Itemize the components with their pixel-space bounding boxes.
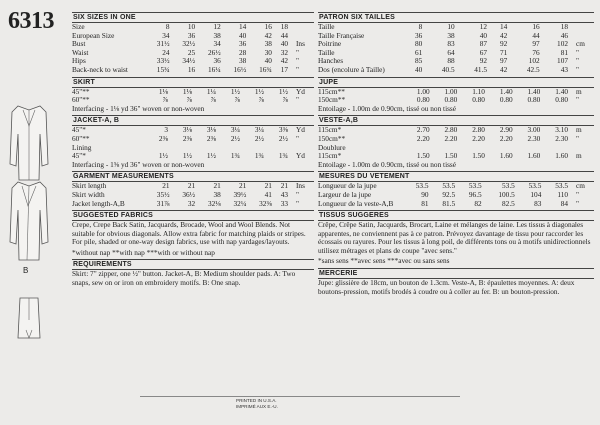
jacket-a-sketch xyxy=(6,104,52,184)
table-cell: 16 xyxy=(264,22,272,31)
table-cell: 1½ xyxy=(254,86,264,96)
table-cell: 1¼ xyxy=(206,86,216,96)
row-label: Back-neck to waist xyxy=(72,64,128,74)
table-cell: 21 xyxy=(239,181,247,191)
table-row xyxy=(72,66,314,75)
row-label: Taille Française xyxy=(318,30,365,40)
printed-in-usa: PRINTED IN U.S.A. xyxy=(236,398,277,403)
table-cell: 0.80 xyxy=(416,95,430,105)
table-cell: 53.5 xyxy=(528,181,542,191)
table-cell: 12 xyxy=(213,22,221,31)
table-row xyxy=(318,49,594,58)
section-header-sizes: SIX SIZES IN ONE xyxy=(72,12,314,23)
table-cell: 34 xyxy=(213,39,221,49)
unit-cell: m xyxy=(576,125,582,135)
table-cell: 31⅞ xyxy=(156,198,170,208)
table-cell: 14 xyxy=(500,22,508,31)
unit-cell: " xyxy=(296,95,299,105)
table-row xyxy=(318,32,594,41)
table-cell: 53.5 xyxy=(555,181,568,191)
table-cell: ⅞ xyxy=(210,95,216,105)
section-header-jacket: JACKET-A, B xyxy=(72,115,314,126)
table-cell: 40 xyxy=(239,30,247,40)
table-cell: 1¾ xyxy=(254,151,264,161)
table-cell: 2⅜ xyxy=(182,133,192,143)
table-cell: 53.5 xyxy=(468,181,482,191)
table-cell: 43 xyxy=(560,64,568,74)
table-row xyxy=(318,40,594,49)
table-cell: 40.5 xyxy=(441,64,455,74)
table-cell: 0.80 xyxy=(472,95,485,105)
table-cell: 1½ xyxy=(278,86,288,96)
tailles-table xyxy=(318,23,594,75)
table-cell: 40 xyxy=(264,56,272,66)
unit-cell: Ins xyxy=(296,181,305,191)
section-header-mesures: MESURES DU VETEMENT xyxy=(318,171,594,182)
table-cell: 1½ xyxy=(182,151,192,161)
table-cell: 53.5 xyxy=(442,181,456,191)
section-header-skirt: SKIRT xyxy=(72,77,314,88)
table-cell: 84 xyxy=(560,198,568,208)
table-cell: 36 xyxy=(415,30,423,40)
table-cell: 3.00 xyxy=(527,125,541,135)
table-cell: 16 xyxy=(532,22,540,31)
table-cell: 2.20 xyxy=(444,133,458,143)
unit-cell: " xyxy=(576,95,579,105)
table-cell: 1.00 xyxy=(416,86,430,96)
section-header-garment: GARMENT MEASUREMENTS xyxy=(72,171,314,182)
table-row xyxy=(318,66,594,75)
row-label: Hanches xyxy=(318,56,344,66)
table-cell: 25 xyxy=(187,47,196,57)
veste-entoilage-note: Entoilage - 1.00m de 0.90cm, tissé ou non tissé xyxy=(318,159,457,169)
table-cell: 1½ xyxy=(158,151,168,161)
row-label: 150cm** xyxy=(318,133,346,143)
skirt-yardage-table xyxy=(72,88,314,105)
row-label: 60"** xyxy=(72,133,90,143)
french-column xyxy=(318,10,594,296)
table-cell: 1.60 xyxy=(555,151,568,161)
mercerie-text: Jupe: glissière de 18cm, un bouton de 1.3cm. Veste-A, B: épaulettes moyennes. A: deux boutons-pression, motifs brodés à coudre ou à coller au fer. B: un bouton-pression. xyxy=(318,278,575,296)
garment-measurements-table xyxy=(72,182,314,208)
table-cell: 71 xyxy=(500,47,508,57)
table-cell: 2½ xyxy=(230,133,240,143)
table-cell: 39½ xyxy=(233,189,247,199)
table-cell: 46 xyxy=(560,30,568,40)
table-cell: 42 xyxy=(500,64,508,74)
table-cell: 85 xyxy=(415,56,423,66)
table-cell: 36 xyxy=(239,39,247,49)
table-cell: 38 xyxy=(264,39,272,49)
table-cell: 16½ xyxy=(233,64,247,74)
table-cell: 21 xyxy=(213,181,221,191)
fabrics-text: Crepe, Crepe Back Satin, Jacquards, Brocade, Wool and Wool Blends. Not suitable for obvious diagonals. Allow extra fabric for matching plaids or stripes. For pile, shaded or one-way design fabrics, use with nap yardages/layouts. xyxy=(72,220,306,247)
table-cell: 14 xyxy=(239,22,247,31)
table-cell: 0.80 xyxy=(555,95,568,105)
jupe-metrage-table xyxy=(318,88,594,105)
table-cell: 2.20 xyxy=(499,133,513,143)
row-label: 115cm* xyxy=(318,151,342,161)
skirt-sketch xyxy=(6,296,52,340)
sizes-table xyxy=(72,23,314,75)
footer-divider xyxy=(140,396,460,397)
table-cell: 1.50 xyxy=(472,151,485,161)
section-header-requirements: REQUIREMENTS xyxy=(72,259,314,270)
table-cell: 1⅛ xyxy=(158,86,168,96)
row-label: Taille xyxy=(318,47,335,57)
table-cell: 92 xyxy=(500,39,508,49)
table-cell: 1⅛ xyxy=(182,86,192,96)
table-cell: 35½ xyxy=(156,189,170,199)
section-header-tissus: TISSUS SUGGERES xyxy=(318,210,594,221)
table-cell: 102 xyxy=(557,39,568,49)
table-row xyxy=(72,135,314,144)
table-cell: 42 xyxy=(500,30,508,40)
table-cell: 40 xyxy=(479,30,487,40)
table-cell: ⅞ xyxy=(258,95,264,105)
jacket-b-sketch xyxy=(6,180,52,264)
unit-cell: cm xyxy=(576,181,585,191)
table-cell: ⅞ xyxy=(162,95,168,105)
table-cell: 1½ xyxy=(206,151,216,161)
unit-cell: " xyxy=(576,56,579,66)
table-cell: 30 xyxy=(264,47,272,57)
table-cell: 28 xyxy=(239,47,247,57)
table-cell: 3¼ xyxy=(254,125,264,135)
table-cell: 0.80 xyxy=(499,95,513,105)
row-label: Hips xyxy=(72,56,86,66)
row-label: European Size xyxy=(72,30,115,40)
table-cell: 12 xyxy=(479,22,487,31)
table-cell: 2.20 xyxy=(472,133,485,143)
table-cell: 32 xyxy=(280,47,288,57)
table-cell: 104 xyxy=(530,189,542,199)
table-cell: 2½ xyxy=(254,133,264,143)
unit-cell: " xyxy=(576,47,579,57)
table-cell: 38 xyxy=(239,56,247,66)
table-cell: 2⅜ xyxy=(206,133,216,143)
table-cell: 40 xyxy=(415,64,423,74)
table-cell: 2.30 xyxy=(555,133,568,143)
table-cell: 92 xyxy=(479,56,487,66)
row-label: Skirt width xyxy=(72,189,105,199)
table-cell: 3⅛ xyxy=(182,125,192,135)
table-cell: 107 xyxy=(557,56,568,66)
table-cell: 2.90 xyxy=(499,125,513,135)
table-cell: 21 xyxy=(162,181,170,191)
table-cell: 53.5 xyxy=(502,181,515,191)
table-cell: 38 xyxy=(447,30,455,40)
table-cell: 2⅜ xyxy=(158,133,168,143)
table-cell: 1.00 xyxy=(444,86,458,96)
table-cell: 61 xyxy=(415,47,423,57)
table-cell: 2.80 xyxy=(444,125,458,135)
table-cell: 96.5 xyxy=(468,189,482,199)
unit-cell: " xyxy=(296,198,299,208)
table-cell: 3 xyxy=(164,125,168,135)
unit-cell: " xyxy=(296,56,299,66)
table-cell: 3¼ xyxy=(230,125,240,135)
imprime-aux-eu: IMPRIMÉ AUX E.-U. xyxy=(236,403,278,409)
table-cell: 32½ xyxy=(182,39,196,49)
section-header-patron: PATRON SIX TAILLES xyxy=(318,12,594,23)
mesures-table xyxy=(318,182,594,208)
table-cell: 1.40 xyxy=(499,86,513,96)
table-cell: 83 xyxy=(534,198,542,208)
table-cell: 67 xyxy=(479,47,487,57)
unit-cell: " xyxy=(296,189,299,199)
table-cell: 16¾ xyxy=(259,64,272,74)
table-cell: ⅞ xyxy=(282,95,288,105)
table-cell: 97 xyxy=(500,56,508,66)
table-cell: 24 xyxy=(162,47,170,57)
table-cell: 88 xyxy=(447,56,455,66)
table-cell: 18 xyxy=(280,22,288,31)
table-cell: 1.50 xyxy=(416,151,430,161)
row-label: 115cm* xyxy=(318,125,342,135)
row-label: 45"* xyxy=(72,151,86,161)
unit-cell: Ins xyxy=(296,39,305,49)
skirt-interfacing-note: Interfacing - 1⅛ yd 36" woven or non-woven xyxy=(72,103,205,113)
table-cell: 87 xyxy=(479,39,487,49)
section-header-mercerie: MERCERIE xyxy=(318,268,594,279)
section-header-fabrics: SUGGESTED FABRICS xyxy=(72,210,314,221)
veste-metrage-table xyxy=(318,126,594,143)
table-row xyxy=(318,135,594,144)
table-cell: 1.50 xyxy=(444,151,458,161)
row-label: Bust xyxy=(72,39,86,49)
row-label: Poitrine xyxy=(318,39,342,49)
table-row xyxy=(72,126,314,135)
table-cell: 53.5 xyxy=(415,181,429,191)
table-cell: 2.30 xyxy=(527,133,541,143)
unit-cell: Yd xyxy=(296,86,305,96)
table-cell: 33 xyxy=(280,198,288,208)
row-label: 45"** xyxy=(72,86,90,96)
requirements-text: Skirt: 7" zipper, one ½" button. Jacket-A, B: Medium shoulder pads. A: Two snaps, sew on or iron on embroidery motifs. B: One snap. xyxy=(72,269,296,288)
table-cell: ⅞ xyxy=(186,95,192,105)
table-cell: 64 xyxy=(447,47,455,57)
unit-cell: " xyxy=(576,64,579,74)
sketch-b-label: B xyxy=(23,266,29,275)
table-cell: 42 xyxy=(264,30,272,40)
section-header-veste: VESTE-A,B xyxy=(318,115,594,126)
table-cell: 42.5 xyxy=(526,64,540,74)
table-cell: 1.10 xyxy=(472,86,485,96)
unit-cell: " xyxy=(576,198,579,208)
table-cell: 3⅛ xyxy=(206,125,216,135)
table-cell: 1.60 xyxy=(527,151,541,161)
unit-cell: cm xyxy=(576,39,585,49)
table-cell: 40 xyxy=(280,39,288,49)
table-cell: 83 xyxy=(447,39,455,49)
table-cell: 81 xyxy=(560,47,568,57)
table-cell: 2.80 xyxy=(472,125,485,135)
table-cell: 43 xyxy=(280,189,288,199)
row-label: 115cm** xyxy=(318,86,345,96)
table-cell: 36½ xyxy=(182,189,196,199)
table-cell: 32⅛ xyxy=(207,198,221,208)
unit-cell xyxy=(290,23,314,32)
table-cell: 1¾ xyxy=(278,151,288,161)
table-cell: 1½ xyxy=(230,86,240,96)
table-cell: 110 xyxy=(557,189,568,199)
print-origin xyxy=(236,398,278,409)
table-cell: 80 xyxy=(415,39,423,49)
unit-cell: " xyxy=(576,133,579,143)
table-cell: 38 xyxy=(213,189,221,199)
table-cell: 16¼ xyxy=(207,64,221,74)
table-cell: 41.5 xyxy=(474,64,487,74)
row-label: Skirt length xyxy=(72,181,107,191)
table-cell: 26½ xyxy=(207,47,221,57)
table-cell: 2½ xyxy=(278,133,288,143)
table-cell: 44 xyxy=(280,30,288,40)
table-cell: ⅞ xyxy=(234,95,240,105)
table-cell: 8 xyxy=(165,22,170,31)
table-cell: 2.70 xyxy=(416,125,430,135)
table-cell: 90 xyxy=(421,189,429,199)
table-cell: 18 xyxy=(560,22,568,31)
table-cell: 10 xyxy=(447,22,455,31)
table-row xyxy=(318,200,594,209)
row-label: Size xyxy=(72,22,85,31)
table-cell: 76 xyxy=(532,47,540,57)
table-cell: 97 xyxy=(532,39,540,49)
table-cell: 1¾ xyxy=(230,151,240,161)
row-label: Dos (encolure à Taille) xyxy=(318,64,385,74)
table-cell: 10 xyxy=(187,22,196,31)
unit-cell: " xyxy=(576,189,579,199)
jacket-interfacing-note: Interfacing - 1⅝ yd 36" woven or non-woven xyxy=(72,159,205,169)
table-cell: 17 xyxy=(280,64,288,74)
row-label: 45"* xyxy=(72,125,86,135)
table-cell: 1.60 xyxy=(499,151,513,161)
row-label: Largeur de la jupe xyxy=(318,189,372,199)
unit-cell: " xyxy=(296,64,299,74)
jupe-entoilage-note: Entoilage - 1.00m de 0.90cm, tissé ou non tissé xyxy=(318,103,457,113)
table-cell: 34 xyxy=(162,30,170,40)
table-cell: 1.40 xyxy=(555,86,568,96)
unit-cell: m xyxy=(576,151,582,161)
table-cell: 8 xyxy=(418,22,423,31)
table-cell: 3.10 xyxy=(555,125,568,135)
section-header-jupe: JUPE xyxy=(318,77,594,88)
table-cell: 82 xyxy=(474,198,482,208)
unit-cell: m xyxy=(576,86,582,96)
row-label: Waist xyxy=(72,47,89,57)
table-cell: 21 xyxy=(280,181,288,191)
table-cell: 33½ xyxy=(156,56,170,66)
unit-cell: " xyxy=(296,133,299,143)
veste-doublure-label: Doublure xyxy=(318,142,346,152)
table-row xyxy=(72,88,314,97)
table-cell: 21 xyxy=(187,181,196,191)
unit-cell: Yd xyxy=(296,151,305,161)
row-label: 150cm** xyxy=(318,95,346,105)
table-cell: 3⅜ xyxy=(278,125,288,135)
table-cell: 32⅜ xyxy=(259,198,272,208)
jacket-yardage-table xyxy=(72,126,314,143)
table-cell: 2.20 xyxy=(416,133,430,143)
row-label: Taille xyxy=(318,22,335,31)
table-cell: 36 xyxy=(187,30,196,40)
table-cell: 41 xyxy=(264,189,272,199)
table-cell: 81.5 xyxy=(442,198,456,208)
row-label: Jacket length-A,B xyxy=(72,198,125,208)
row-label: Longueur de la jupe xyxy=(318,181,377,191)
row-label: 60"** xyxy=(72,95,90,105)
sens-legend: *sans sens **avec sens ***avec ou sans sens xyxy=(318,256,450,266)
tissus-text: Crêpe, Crêpe Satin, Jacquards, Brocart, Laine et mélanges de laine. Les tissus à diagonales apparentes, ne conviennent pas à ce patron. Prévoyez davantage de tissu pour raccorder les écossais ou rayures. Pour les tissus à long poil, de différents tons ou à motifs unidirectionnels utilisez métrages et plans de coupe "avec sens." xyxy=(318,220,591,255)
table-row xyxy=(72,200,314,209)
table-cell: 15¾ xyxy=(156,64,170,74)
pattern-number: 6313 xyxy=(8,8,54,34)
table-cell: 16 xyxy=(187,64,196,74)
unit-cell xyxy=(570,23,594,32)
unit-cell: " xyxy=(296,47,299,57)
table-cell: 34½ xyxy=(182,56,196,66)
table-cell: 0.80 xyxy=(444,95,458,105)
english-column xyxy=(72,10,314,288)
table-cell: 38 xyxy=(213,30,221,40)
jacket-lining-label: Lining xyxy=(72,142,92,152)
row-label: Longueur de la veste-A,B xyxy=(318,198,394,208)
table-cell: 31½ xyxy=(156,39,170,49)
table-cell: 42 xyxy=(280,56,288,66)
table-cell: 0.80 xyxy=(527,95,541,105)
table-cell: 32¼ xyxy=(233,198,247,208)
table-cell: 21 xyxy=(264,181,272,191)
table-cell: 92.5 xyxy=(442,189,456,199)
table-cell: 1.40 xyxy=(527,86,541,96)
table-cell: 100.5 xyxy=(498,189,515,199)
table-cell: 44 xyxy=(532,30,540,40)
table-cell: 82.5 xyxy=(502,198,515,208)
unit-cell: Yd xyxy=(296,125,305,135)
table-cell: 102 xyxy=(528,56,540,66)
nap-legend: *without nap **with nap ***with or without nap xyxy=(72,247,215,257)
table-cell: 36 xyxy=(213,56,221,66)
table-cell: 32 xyxy=(187,198,196,208)
table-cell: 81 xyxy=(421,198,429,208)
